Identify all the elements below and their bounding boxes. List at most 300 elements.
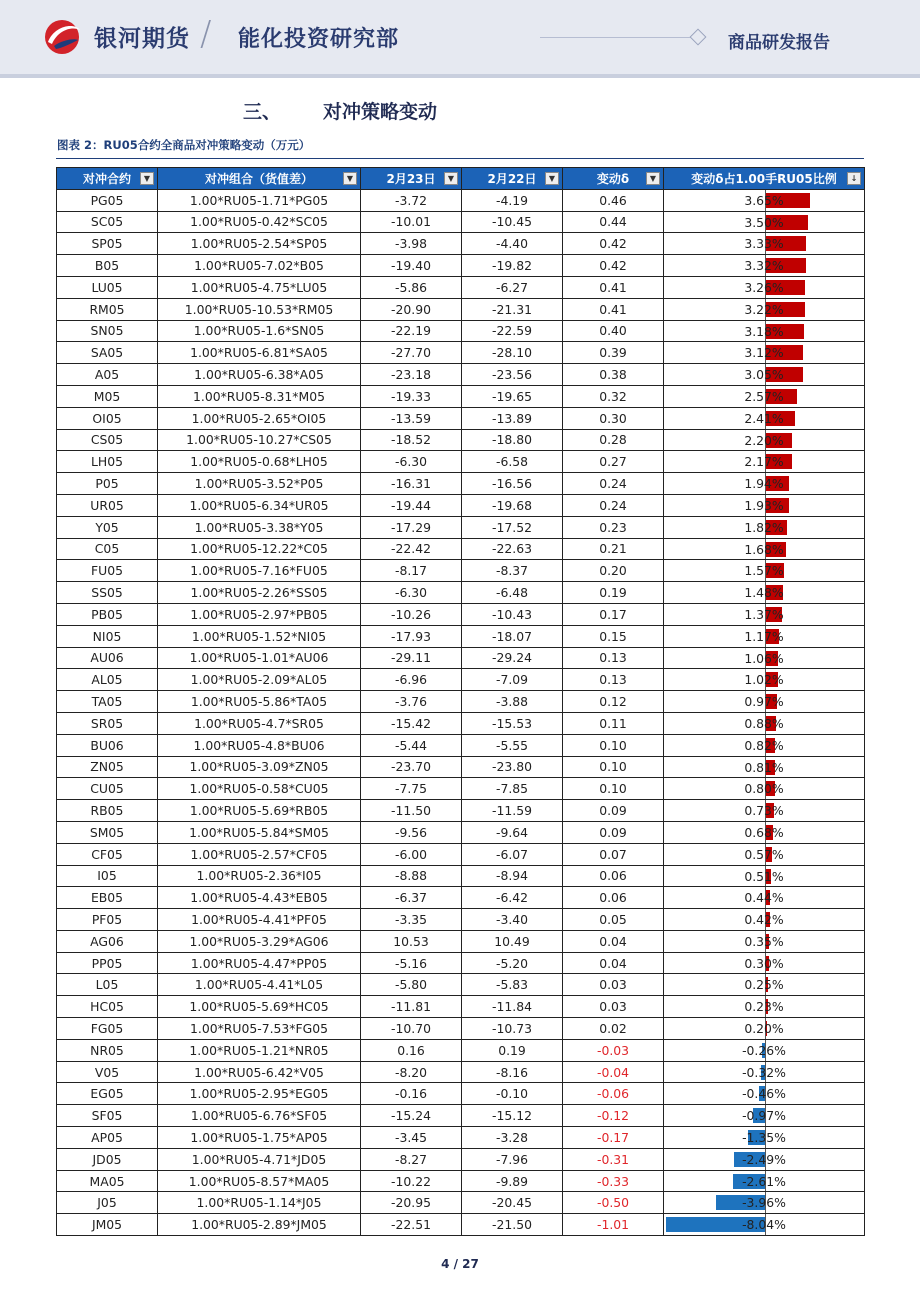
column-header[interactable]: 变动δ占1.00手RU05比例 ↓ — [664, 168, 865, 190]
ratio-label: -2.49% — [742, 1151, 786, 1167]
cell-ratio — [664, 407, 865, 429]
table-row — [57, 189, 865, 211]
cell-contract: LU05 — [57, 276, 158, 298]
cell-contract: SS05 — [57, 582, 158, 604]
cell-d23: -7.75 — [361, 778, 462, 800]
ratio-label: 0.23% — [744, 999, 784, 1015]
table-row — [57, 560, 865, 582]
cell-d22: -15.12 — [462, 1105, 563, 1127]
ratio-label: 0.57% — [744, 846, 784, 862]
cell-ratio — [664, 909, 865, 931]
cell-d23: -20.95 — [361, 1192, 462, 1214]
cell-delta: 0.03 — [563, 996, 664, 1018]
galaxy-futures-logo-icon — [40, 16, 86, 56]
cell-ratio — [664, 276, 865, 298]
cell-contract: AL05 — [57, 669, 158, 691]
table-row — [57, 494, 865, 516]
ratio-label: 3.33% — [744, 236, 784, 252]
cell-d22: -3.28 — [462, 1127, 563, 1149]
cell-d23: 0.16 — [361, 1039, 462, 1061]
cell-d23: -15.24 — [361, 1105, 462, 1127]
cell-ratio — [664, 582, 865, 604]
ratio-label: -3.96% — [742, 1195, 786, 1211]
cell-ratio — [664, 473, 865, 495]
cell-combo: 1.00*RU05-2.54*SP05 — [158, 233, 361, 255]
cell-contract: PF05 — [57, 909, 158, 931]
cell-d23: -3.45 — [361, 1127, 462, 1149]
cell-ratio — [664, 385, 865, 407]
ratio-label: 0.35% — [744, 933, 784, 949]
cell-contract: CU05 — [57, 778, 158, 800]
cell-delta: 0.11 — [563, 712, 664, 734]
cell-contract: LH05 — [57, 451, 158, 473]
table-row — [57, 429, 865, 451]
table-row — [57, 821, 865, 843]
cell-d22: -6.27 — [462, 276, 563, 298]
filter-dropdown-icon[interactable]: ▼ — [140, 172, 154, 185]
cell-d22: -28.10 — [462, 342, 563, 364]
filter-dropdown-icon[interactable]: ▼ — [444, 172, 458, 185]
cell-ratio — [664, 429, 865, 451]
cell-contract: AU06 — [57, 647, 158, 669]
table-row — [57, 734, 865, 756]
cell-d22: -15.53 — [462, 712, 563, 734]
cell-combo: 1.00*RU05-4.7*SR05 — [158, 712, 361, 734]
cell-d23: -6.96 — [361, 669, 462, 691]
cell-d22: -13.89 — [462, 407, 563, 429]
cell-d22: -6.58 — [462, 451, 563, 473]
cell-ratio — [664, 603, 865, 625]
cell-d22: -10.45 — [462, 211, 563, 233]
cell-combo: 1.00*RU05-1.75*AP05 — [158, 1127, 361, 1149]
cell-delta: 0.20 — [563, 560, 664, 582]
table-row — [57, 1170, 865, 1192]
ratio-label: 1.06% — [744, 650, 784, 666]
cell-d23: -22.42 — [361, 538, 462, 560]
cell-contract: PP05 — [57, 952, 158, 974]
table-row — [57, 712, 865, 734]
hedge-strategy-table — [56, 167, 865, 1236]
cell-contract: SM05 — [57, 821, 158, 843]
cell-combo: 1.00*RU05-4.8*BU06 — [158, 734, 361, 756]
cell-combo: 1.00*RU05-0.58*CU05 — [158, 778, 361, 800]
cell-d22: -11.59 — [462, 800, 563, 822]
cell-contract: SC05 — [57, 211, 158, 233]
table-row — [57, 843, 865, 865]
ratio-label: 0.20% — [744, 1021, 784, 1037]
cell-d23: -8.88 — [361, 865, 462, 887]
cell-ratio — [664, 887, 865, 909]
cell-combo: 1.00*RU05-3.29*AG06 — [158, 930, 361, 952]
cell-delta: 0.03 — [563, 974, 664, 996]
cell-d23: -5.16 — [361, 952, 462, 974]
report-type: 商品研发报告 — [728, 33, 830, 53]
filter-dropdown-icon[interactable]: ▼ — [646, 172, 660, 185]
page-number: 4 / 27 — [441, 1257, 479, 1271]
header-divider: / — [200, 14, 212, 54]
cell-ratio — [664, 734, 865, 756]
ratio-label: -2.61% — [742, 1173, 786, 1189]
cell-contract: FU05 — [57, 560, 158, 582]
cell-d23: -11.50 — [361, 800, 462, 822]
table-row — [57, 887, 865, 909]
cell-contract: PG05 — [57, 189, 158, 211]
cell-combo: 1.00*RU05-5.86*TA05 — [158, 691, 361, 713]
cell-ratio — [664, 538, 865, 560]
cell-contract: B05 — [57, 255, 158, 277]
ratio-label: 2.41% — [744, 410, 784, 426]
cell-delta: -0.31 — [563, 1148, 664, 1170]
cell-combo: 1.00*RU05-1.52*NI05 — [158, 625, 361, 647]
table-row — [57, 1105, 865, 1127]
cell-delta: 0.04 — [563, 930, 664, 952]
cell-delta: 0.27 — [563, 451, 664, 473]
ratio-label: 0.44% — [744, 890, 784, 906]
cell-d23: -10.70 — [361, 1018, 462, 1040]
cell-ratio — [664, 930, 865, 952]
cell-ratio — [664, 342, 865, 364]
cell-contract: Y05 — [57, 516, 158, 538]
ratio-label: 3.18% — [744, 323, 784, 339]
table-row — [57, 778, 865, 800]
cell-d22: -19.82 — [462, 255, 563, 277]
cell-d22: -11.84 — [462, 996, 563, 1018]
cell-combo: 1.00*RU05-8.57*MA05 — [158, 1170, 361, 1192]
cell-ratio — [664, 625, 865, 647]
cell-d23: -10.22 — [361, 1170, 462, 1192]
cell-combo: 1.00*RU05-4.71*JD05 — [158, 1148, 361, 1170]
cell-contract: UR05 — [57, 494, 158, 516]
cell-delta: 0.10 — [563, 734, 664, 756]
cell-combo: 1.00*RU05-10.53*RM05 — [158, 298, 361, 320]
figure-caption: 图表 2：RU05合约全商品对冲策略变动（万元） — [57, 138, 311, 152]
cell-d23: -17.93 — [361, 625, 462, 647]
cell-delta: 0.06 — [563, 887, 664, 909]
header-bottom-band — [0, 74, 920, 78]
cell-delta: 0.38 — [563, 364, 664, 386]
table-header-row — [57, 168, 865, 190]
department-name: 能化投资研究部 — [238, 27, 400, 52]
cell-ratio — [664, 1039, 865, 1061]
cell-d22: -21.50 — [462, 1214, 563, 1236]
cell-contract: L05 — [57, 974, 158, 996]
cell-contract: BU06 — [57, 734, 158, 756]
table-row — [57, 1192, 865, 1214]
ratio-label: 1.37% — [744, 606, 784, 622]
table-row — [57, 756, 865, 778]
cell-d23: -23.18 — [361, 364, 462, 386]
cell-contract: JD05 — [57, 1148, 158, 1170]
ratio-label: 0.73% — [744, 803, 784, 819]
cell-ratio — [664, 1214, 865, 1236]
cell-d23: -3.98 — [361, 233, 462, 255]
cell-ratio — [664, 691, 865, 713]
ratio-label: 3.05% — [744, 367, 784, 383]
cell-combo: 1.00*RU05-7.53*FG05 — [158, 1018, 361, 1040]
ratio-label: 3.65% — [744, 192, 784, 208]
cell-d22: 10.49 — [462, 930, 563, 952]
cell-ratio — [664, 255, 865, 277]
ratio-label: -0.32% — [742, 1064, 786, 1080]
filter-dropdown-icon[interactable]: ▼ — [545, 172, 559, 185]
cell-d22: -19.68 — [462, 494, 563, 516]
cell-d22: -23.56 — [462, 364, 563, 386]
column-header[interactable]: 2月22日 ▼ — [462, 168, 563, 190]
column-header[interactable]: 对冲合约 ▼ — [57, 168, 158, 190]
cell-ratio — [664, 952, 865, 974]
table-row — [57, 582, 865, 604]
section-title-text: 对冲策略变动 — [323, 101, 438, 123]
cell-contract: AP05 — [57, 1127, 158, 1149]
table-row — [57, 625, 865, 647]
ratio-label: 0.68% — [744, 824, 784, 840]
cell-contract: MA05 — [57, 1170, 158, 1192]
cell-combo: 1.00*RU05-6.38*A05 — [158, 364, 361, 386]
cell-contract: NR05 — [57, 1039, 158, 1061]
cell-d22: 0.19 — [462, 1039, 563, 1061]
cell-contract: CF05 — [57, 843, 158, 865]
cell-delta: 0.42 — [563, 255, 664, 277]
cell-delta: 0.05 — [563, 909, 664, 931]
ratio-label: 3.50% — [744, 214, 784, 230]
cell-d22: -21.31 — [462, 298, 563, 320]
cell-combo: 1.00*RU05-12.22*C05 — [158, 538, 361, 560]
cell-delta: -0.33 — [563, 1170, 664, 1192]
cell-combo: 1.00*RU05-4.47*PP05 — [158, 952, 361, 974]
cell-combo: 1.00*RU05-2.95*EG05 — [158, 1083, 361, 1105]
ratio-label: 2.20% — [744, 432, 784, 448]
cell-delta: 0.21 — [563, 538, 664, 560]
cell-combo: 1.00*RU05-7.02*B05 — [158, 255, 361, 277]
cell-ratio — [664, 364, 865, 386]
cell-d22: -5.83 — [462, 974, 563, 996]
table-row — [57, 342, 865, 364]
ratio-label: 1.82% — [744, 519, 784, 535]
ratio-label: 0.82% — [744, 737, 784, 753]
cell-delta: 0.13 — [563, 647, 664, 669]
table-row — [57, 1214, 865, 1236]
table-row — [57, 974, 865, 996]
cell-d23: -19.40 — [361, 255, 462, 277]
cell-contract: JM05 — [57, 1214, 158, 1236]
cell-combo: 1.00*RU05-6.76*SF05 — [158, 1105, 361, 1127]
cell-combo: 1.00*RU05-1.6*SN05 — [158, 320, 361, 342]
cell-d23: -5.80 — [361, 974, 462, 996]
cell-ratio — [664, 320, 865, 342]
cell-d23: -0.16 — [361, 1083, 462, 1105]
cell-contract: J05 — [57, 1192, 158, 1214]
cell-ratio — [664, 669, 865, 691]
cell-combo: 1.00*RU05-0.42*SC05 — [158, 211, 361, 233]
cell-ratio — [664, 843, 865, 865]
section-title — [243, 97, 437, 124]
cell-combo: 1.00*RU05-8.31*M05 — [158, 385, 361, 407]
cell-contract: A05 — [57, 364, 158, 386]
cell-d22: -6.07 — [462, 843, 563, 865]
sort-filter-icon[interactable]: ↓ — [847, 172, 861, 185]
cell-d22: -22.63 — [462, 538, 563, 560]
ratio-label: -1.35% — [742, 1130, 786, 1146]
cell-ratio — [664, 1083, 865, 1105]
header-decor-line — [540, 37, 692, 38]
cell-contract: SF05 — [57, 1105, 158, 1127]
cell-contract: OI05 — [57, 407, 158, 429]
cell-ratio — [664, 233, 865, 255]
cell-delta: 0.42 — [563, 233, 664, 255]
cell-d22: -4.40 — [462, 233, 563, 255]
cell-d22: -8.37 — [462, 560, 563, 582]
table-row — [57, 603, 865, 625]
cell-d22: -29.24 — [462, 647, 563, 669]
table-row — [57, 865, 865, 887]
cell-contract: FG05 — [57, 1018, 158, 1040]
column-header[interactable]: 变动δ ▼ — [563, 168, 664, 190]
cell-ratio — [664, 647, 865, 669]
ratio-label: 3.12% — [744, 345, 784, 361]
table-row — [57, 909, 865, 931]
cell-contract: EB05 — [57, 887, 158, 909]
cell-ratio — [664, 494, 865, 516]
cell-ratio — [664, 1127, 865, 1149]
ratio-label: 0.42% — [744, 912, 784, 928]
ratio-label: 1.17% — [744, 628, 784, 644]
ratio-label: 0.97% — [744, 694, 784, 710]
cell-d22: -9.89 — [462, 1170, 563, 1192]
cell-contract: TA05 — [57, 691, 158, 713]
cell-d23: -5.44 — [361, 734, 462, 756]
cell-d23: -11.81 — [361, 996, 462, 1018]
filter-dropdown-icon[interactable]: ▼ — [343, 172, 357, 185]
ratio-label: -8.04% — [742, 1217, 786, 1233]
table-row — [57, 407, 865, 429]
cell-delta: -1.01 — [563, 1214, 664, 1236]
table-row — [57, 538, 865, 560]
cell-d22: -5.55 — [462, 734, 563, 756]
cell-delta: 0.19 — [563, 582, 664, 604]
cell-combo: 1.00*RU05-2.57*CF05 — [158, 843, 361, 865]
cell-delta: 0.30 — [563, 407, 664, 429]
cell-delta: 0.04 — [563, 952, 664, 974]
cell-d22: -9.64 — [462, 821, 563, 843]
cell-ratio — [664, 821, 865, 843]
cell-delta: 0.40 — [563, 320, 664, 342]
table-body — [57, 189, 865, 1235]
cell-ratio — [664, 1018, 865, 1040]
cell-delta: 0.13 — [563, 669, 664, 691]
cell-d23: -13.59 — [361, 407, 462, 429]
cell-contract: RM05 — [57, 298, 158, 320]
cell-combo: 1.00*RU05-1.21*NR05 — [158, 1039, 361, 1061]
cell-delta: -0.50 — [563, 1192, 664, 1214]
ratio-label: -0.97% — [742, 1108, 786, 1124]
cell-d23: -20.90 — [361, 298, 462, 320]
cell-ratio — [664, 1192, 865, 1214]
cell-contract: NI05 — [57, 625, 158, 647]
cell-delta: 0.39 — [563, 342, 664, 364]
cell-combo: 1.00*RU05-5.69*RB05 — [158, 800, 361, 822]
cell-d23: -22.19 — [361, 320, 462, 342]
cell-d23: -10.26 — [361, 603, 462, 625]
cell-d23: -6.00 — [361, 843, 462, 865]
ratio-label: 3.26% — [744, 279, 784, 295]
cell-combo: 1.00*RU05-5.69*HC05 — [158, 996, 361, 1018]
cell-d22: -10.43 — [462, 603, 563, 625]
table-row — [57, 233, 865, 255]
cell-d22: -7.09 — [462, 669, 563, 691]
cell-delta: 0.46 — [563, 189, 664, 211]
cell-d22: -3.88 — [462, 691, 563, 713]
cell-d22: -6.48 — [462, 582, 563, 604]
table-row — [57, 1127, 865, 1149]
cell-d22: -22.59 — [462, 320, 563, 342]
cell-d22: -7.85 — [462, 778, 563, 800]
table-row — [57, 473, 865, 495]
cell-contract: AG06 — [57, 930, 158, 952]
ratio-label: 0.88% — [744, 715, 784, 731]
cell-d23: -6.30 — [361, 451, 462, 473]
cell-contract: P05 — [57, 473, 158, 495]
cell-combo: 1.00*RU05-4.41*PF05 — [158, 909, 361, 931]
cell-d23: -9.56 — [361, 821, 462, 843]
cell-contract: HC05 — [57, 996, 158, 1018]
table-row — [57, 385, 865, 407]
cell-delta: 0.10 — [563, 756, 664, 778]
cell-contract: CS05 — [57, 429, 158, 451]
table-row — [57, 669, 865, 691]
cell-combo: 1.00*RU05-3.09*ZN05 — [158, 756, 361, 778]
cell-d23: -10.01 — [361, 211, 462, 233]
cell-delta: 0.10 — [563, 778, 664, 800]
cell-d23: -15.42 — [361, 712, 462, 734]
cell-d22: -17.52 — [462, 516, 563, 538]
cell-d23: -6.37 — [361, 887, 462, 909]
cell-contract: SA05 — [57, 342, 158, 364]
table-row — [57, 298, 865, 320]
cell-d23: -3.35 — [361, 909, 462, 931]
cell-delta: -0.03 — [563, 1039, 664, 1061]
cell-d23: -3.76 — [361, 691, 462, 713]
cell-delta: -0.06 — [563, 1083, 664, 1105]
cell-ratio — [664, 974, 865, 996]
cell-d22: -18.80 — [462, 429, 563, 451]
cell-contract: SP05 — [57, 233, 158, 255]
ratio-label: 0.25% — [744, 977, 784, 993]
column-header[interactable]: 2月23日 ▼ — [361, 168, 462, 190]
cell-delta: 0.12 — [563, 691, 664, 713]
cell-d22: -8.16 — [462, 1061, 563, 1083]
cell-d22: -16.56 — [462, 473, 563, 495]
ratio-label: 0.51% — [744, 868, 784, 884]
table-row — [57, 276, 865, 298]
cell-delta: -0.17 — [563, 1127, 664, 1149]
cell-d23: -19.33 — [361, 385, 462, 407]
cell-combo: 1.00*RU05-2.89*JM05 — [158, 1214, 361, 1236]
table-row — [57, 1148, 865, 1170]
column-header[interactable]: 对冲组合（货值差） ▼ — [158, 168, 361, 190]
cell-combo: 1.00*RU05-6.34*UR05 — [158, 494, 361, 516]
cell-combo: 1.00*RU05-7.16*FU05 — [158, 560, 361, 582]
cell-d22: -20.45 — [462, 1192, 563, 1214]
cell-combo: 1.00*RU05-2.09*AL05 — [158, 669, 361, 691]
cell-combo: 1.00*RU05-0.68*LH05 — [158, 451, 361, 473]
ratio-label: 2.17% — [744, 454, 784, 470]
cell-d22: -3.40 — [462, 909, 563, 931]
cell-ratio — [664, 756, 865, 778]
cell-d22: -19.65 — [462, 385, 563, 407]
cell-combo: 1.00*RU05-1.14*J05 — [158, 1192, 361, 1214]
cell-delta: 0.44 — [563, 211, 664, 233]
cell-ratio — [664, 778, 865, 800]
